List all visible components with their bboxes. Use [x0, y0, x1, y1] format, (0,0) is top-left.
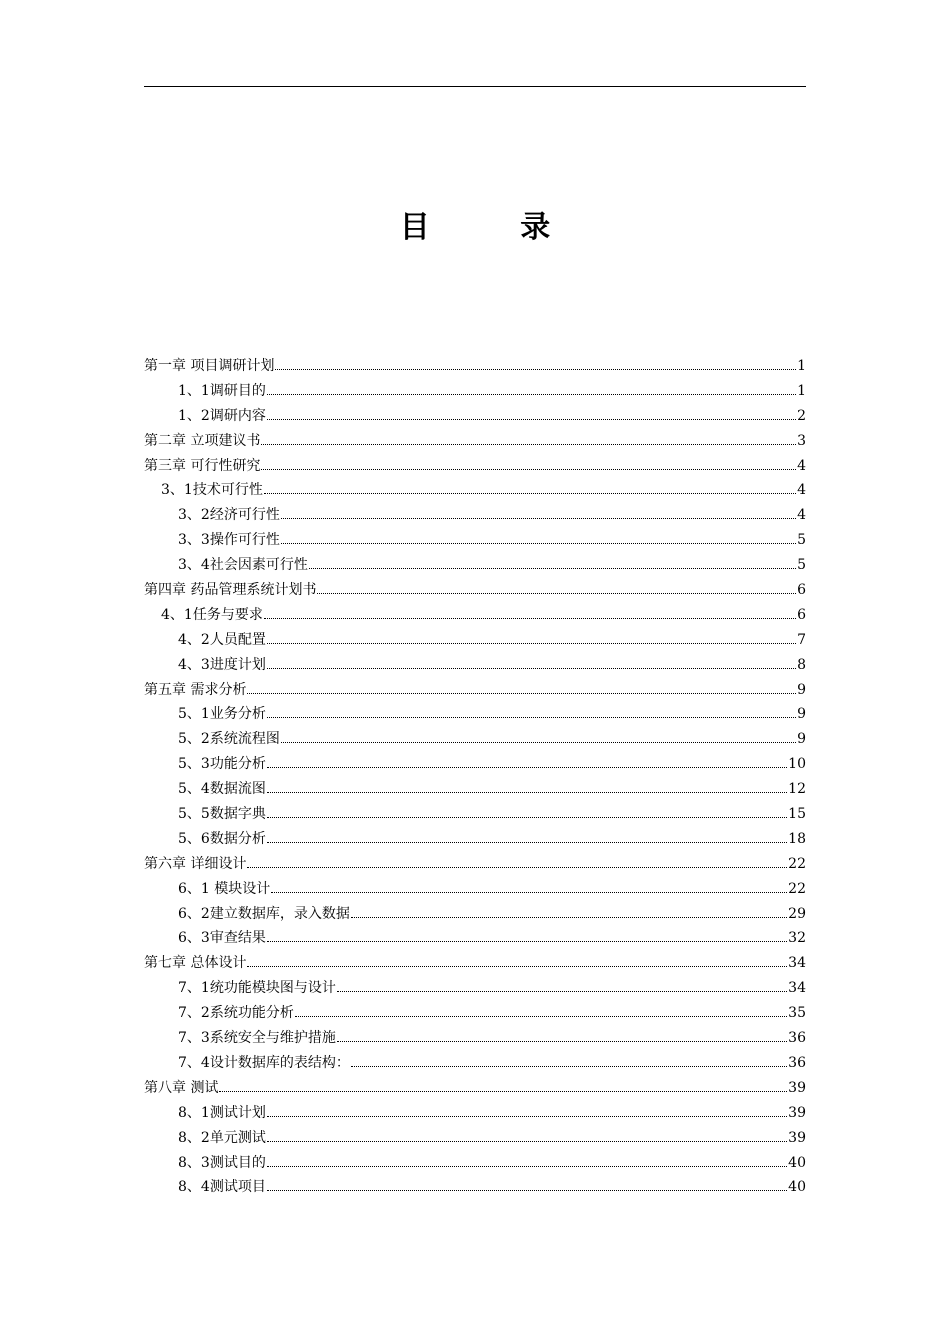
toc-entry-page-number: 2 [797, 407, 806, 424]
toc-entry-label: 1、1调研目的 [178, 382, 266, 399]
toc-entry[interactable] [144, 528, 806, 553]
toc-entry[interactable] [144, 1151, 806, 1176]
header-rule [144, 86, 806, 87]
toc-dot-leader [337, 1041, 787, 1042]
toc-entry-label: 6、1 模块设计 [178, 880, 271, 897]
toc-dot-leader [264, 493, 796, 494]
toc-entry-label: 8、3测试目的 [178, 1154, 266, 1171]
toc-dot-leader [267, 394, 796, 395]
toc-dot-leader [267, 767, 787, 768]
toc-entry[interactable] [144, 1026, 806, 1051]
toc-entry[interactable] [144, 827, 806, 852]
toc-entry[interactable] [144, 1126, 806, 1151]
toc-entry-label: 7、3系统安全与维护措施 [178, 1030, 336, 1047]
toc-entry[interactable] [144, 777, 806, 802]
toc-entry-label: 第五章 需求分析 [144, 681, 247, 698]
toc-entry-page-number: 5 [797, 532, 806, 549]
toc-entry-label: 第二章 立项建议书 [144, 432, 261, 449]
toc-entry-label: 1、2调研内容 [178, 407, 266, 424]
toc-dot-leader [271, 892, 787, 893]
toc-dot-leader [247, 693, 796, 694]
toc-dot-leader [281, 543, 796, 544]
toc-dot-leader [267, 717, 796, 718]
toc-dot-leader [264, 618, 796, 619]
toc-entry-page-number: 36 [788, 1030, 806, 1047]
toc-entry-label: 3、4社会因素可行性 [178, 557, 308, 574]
toc-entry-label: 3、2经济可行性 [178, 507, 280, 524]
toc-entry-label: 4、3进度计划 [178, 656, 266, 673]
toc-entry-label: 5、4数据流图 [178, 781, 266, 798]
toc-entry-label: 5、6数据分析 [178, 830, 266, 847]
toc-entry[interactable] [144, 877, 806, 902]
toc-entry-label: 第三章 可行性研究 [144, 457, 261, 474]
toc-entry-page-number: 6 [797, 606, 806, 623]
toc-entry-page-number: 9 [797, 706, 806, 723]
toc-entry-page-number: 4 [797, 457, 806, 474]
toc-entry-page-number: 12 [788, 781, 806, 798]
toc-entry[interactable] [144, 727, 806, 752]
toc-entry-label: 第六章 详细设计 [144, 855, 247, 872]
toc-entry-label: 5、5数据字典 [178, 806, 266, 823]
toc-entry[interactable] [144, 902, 806, 927]
toc-dot-leader [247, 867, 787, 868]
toc-dot-leader [267, 817, 787, 818]
toc-dot-leader [281, 518, 796, 519]
toc-dot-leader [261, 444, 796, 445]
toc-entry-label: 4、2人员配置 [178, 631, 266, 648]
toc-dot-leader [351, 1066, 787, 1067]
toc-entry-label: 第一章 项目调研计划 [144, 358, 275, 374]
toc-entry-label: 6、3审查结果 [178, 930, 266, 947]
toc-entry[interactable] [144, 752, 806, 777]
toc-dot-leader [267, 792, 787, 793]
toc-entry-label: 4、1任务与要求 [161, 606, 263, 623]
toc-dot-leader [267, 1116, 787, 1117]
toc-entry-label: 第七章 总体设计 [144, 955, 247, 972]
toc-entry[interactable] [144, 1001, 806, 1026]
toc-entry-page-number: 34 [788, 955, 806, 972]
toc-dot-leader [351, 917, 787, 918]
toc-entry[interactable] [144, 354, 806, 379]
toc-dot-leader [317, 593, 796, 594]
toc-entry-page-number: 35 [788, 1005, 806, 1022]
toc-entry-label: 6、2建立数据库，录入数据 [178, 905, 350, 922]
toc-entry-page-number: 10 [788, 756, 806, 773]
toc-dot-leader [267, 842, 787, 843]
toc-entry-label: 7、1统功能模块图与设计 [178, 980, 336, 997]
toc-dot-leader [295, 1016, 787, 1017]
toc-entry-page-number: 15 [788, 806, 806, 823]
toc-dot-leader [267, 643, 796, 644]
toc-entry-page-number: 40 [788, 1154, 806, 1171]
toc-entry-page-number: 9 [797, 731, 806, 748]
toc-dot-leader [247, 966, 787, 967]
toc-entry-label: 8、2单元测试 [178, 1129, 266, 1146]
toc-dot-leader [267, 1141, 787, 1142]
toc-dot-leader [267, 1166, 787, 1167]
toc-entry[interactable] [144, 976, 806, 1001]
toc-entry-label: 3、3操作可行性 [178, 532, 280, 549]
toc-entry-page-number: 1 [797, 358, 806, 374]
toc-entry-label: 5、3功能分析 [178, 756, 266, 773]
toc-entry[interactable] [144, 454, 806, 479]
toc-entry[interactable] [144, 628, 806, 653]
toc-entry-page-number: 4 [797, 507, 806, 524]
toc-entry-page-number: 7 [797, 631, 806, 648]
toc-entry-page-number: 3 [797, 432, 806, 449]
toc-entry-label: 5、2系统流程图 [178, 731, 280, 748]
toc-entry-page-number: 18 [788, 830, 806, 847]
toc-dot-leader [261, 469, 796, 470]
toc-entry[interactable] [144, 702, 806, 727]
toc-entry-page-number: 6 [797, 582, 806, 599]
toc-entry[interactable] [144, 429, 806, 454]
toc-entry-page-number: 4 [797, 482, 806, 499]
toc-entry-label: 8、4测试项目 [178, 1179, 266, 1196]
toc-dot-leader [267, 941, 787, 942]
toc-entry-page-number: 40 [788, 1179, 806, 1196]
toc-entry[interactable] [144, 1101, 806, 1126]
toc-entry[interactable] [144, 926, 806, 951]
toc-dot-leader [267, 1190, 787, 1191]
toc-entry-page-number: 34 [788, 980, 806, 997]
toc-entry[interactable] [144, 1076, 806, 1101]
toc-dot-leader [219, 1091, 787, 1092]
toc-entry-label: 8、1测试计划 [178, 1104, 266, 1121]
toc-entry-label: 7、2系统功能分析 [178, 1005, 294, 1022]
toc-dot-leader [337, 991, 787, 992]
toc-entry-page-number: 8 [797, 656, 806, 673]
toc-entry-label: 第四章 药品管理系统计划书 [144, 582, 317, 599]
toc-entry[interactable] [144, 404, 806, 429]
toc-entry[interactable] [144, 503, 806, 528]
toc-entry[interactable] [144, 951, 806, 976]
toc-entry-page-number: 29 [788, 905, 806, 922]
toc-entry-page-number: 22 [788, 855, 806, 872]
toc-entry[interactable] [144, 653, 806, 678]
toc-entry[interactable] [144, 852, 806, 877]
page-title: 目 录 [399, 210, 591, 245]
toc-entry[interactable] [144, 478, 806, 503]
toc-entry-page-number: 32 [788, 930, 806, 947]
toc-dot-leader [309, 568, 796, 569]
toc-entry-page-number: 39 [788, 1129, 806, 1146]
toc-entry-label: 7、4设计数据库的表结构： [178, 1054, 350, 1071]
toc-entry-page-number: 1 [797, 382, 806, 399]
toc-dot-leader [267, 419, 796, 420]
toc-entry-page-number: 22 [788, 880, 806, 897]
toc-entry-page-number: 39 [788, 1079, 806, 1096]
table-of-contents [144, 354, 806, 1200]
toc-entry-label: 5、1业务分析 [178, 706, 266, 723]
toc-entry[interactable] [144, 578, 806, 603]
toc-dot-leader [281, 742, 796, 743]
toc-dot-leader [275, 369, 796, 370]
toc-entry-page-number: 36 [788, 1054, 806, 1071]
toc-entry-label: 第八章 测试 [144, 1079, 219, 1096]
toc-entry[interactable] [144, 553, 806, 578]
toc-entry[interactable] [144, 379, 806, 404]
toc-entry[interactable] [144, 678, 806, 703]
toc-entry-page-number: 9 [797, 681, 806, 698]
toc-entry-page-number: 39 [788, 1104, 806, 1121]
toc-entry-page-number: 5 [797, 557, 806, 574]
toc-dot-leader [267, 668, 796, 669]
toc-entry[interactable] [144, 603, 806, 628]
toc-entry[interactable] [144, 802, 806, 827]
toc-entry[interactable] [144, 1051, 806, 1076]
toc-entry[interactable] [144, 1175, 806, 1200]
toc-entry-label: 3、1技术可行性 [161, 482, 263, 499]
